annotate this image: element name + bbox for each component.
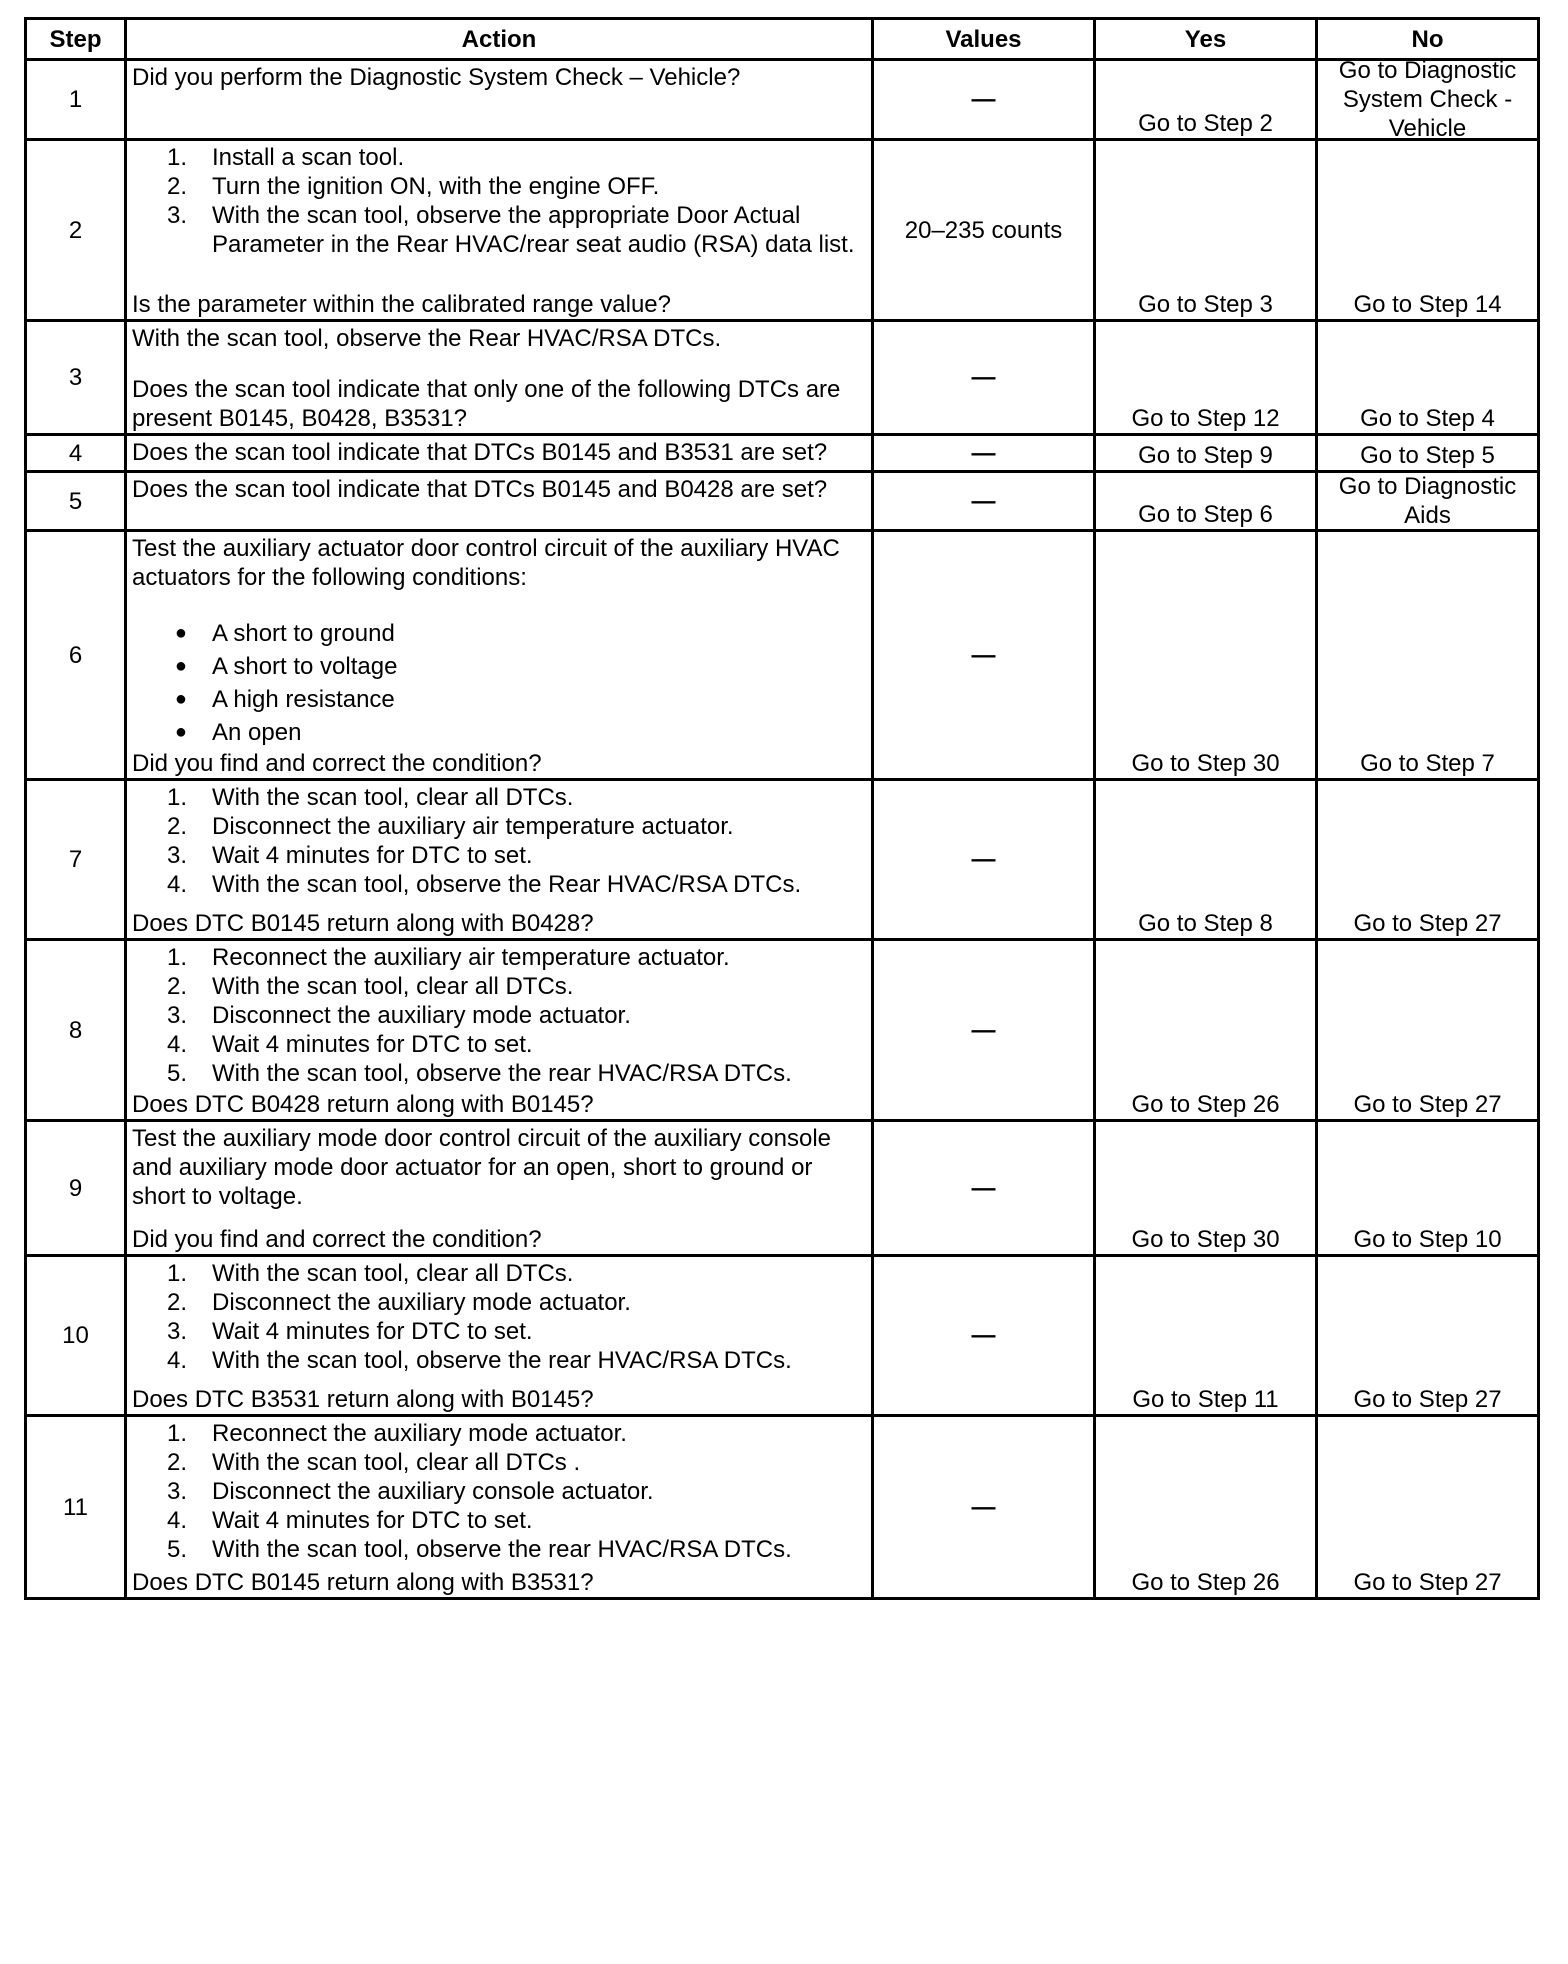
condition-text: A short to voltage xyxy=(212,653,398,680)
action-cell xyxy=(126,1416,873,1599)
bullet-icon: ● xyxy=(174,622,187,644)
yes-action: Go to Step 11 xyxy=(1132,1386,1279,1413)
action-step xyxy=(132,1506,867,1535)
step-text: With the scan tool, clear all DTCs. xyxy=(212,973,574,1000)
action-step xyxy=(132,972,867,1001)
yes-cell xyxy=(1095,435,1317,472)
action-steps xyxy=(132,143,867,259)
step-index: 3. xyxy=(166,1478,187,1505)
condition-text: A short to ground xyxy=(212,620,395,647)
action-cell xyxy=(126,321,873,435)
action-step xyxy=(132,1535,867,1564)
step-index: 2. xyxy=(166,1289,187,1316)
no-action: Go to Diagnostic Aids xyxy=(1338,473,1517,529)
value-text: — xyxy=(971,1016,996,1044)
no-cell xyxy=(1317,435,1539,472)
header-step: Step xyxy=(26,19,126,60)
no-action: Go to Step 7 xyxy=(1360,750,1495,777)
step-number: 8 xyxy=(26,940,126,1121)
step-index: 4. xyxy=(166,1031,187,1058)
action-question: Does DTC B0428 return along with B0145? xyxy=(132,1091,594,1118)
step-text: Disconnect the auxiliary mode actuator. xyxy=(212,1002,631,1029)
no-cell xyxy=(1317,57,1539,142)
step-text: With the scan tool, observe the rear HVAC/RSA DTCs. xyxy=(212,1060,792,1087)
step-index: 2. xyxy=(166,173,187,200)
no-cell xyxy=(1317,1416,1539,1599)
table-row xyxy=(26,531,1539,780)
value-text: — xyxy=(971,1493,996,1521)
table-row xyxy=(26,1416,1539,1599)
action-intro: Did you perform the Diagnostic System Check – Vehicle? xyxy=(132,64,741,91)
step-index: 3. xyxy=(166,1002,187,1029)
condition-list xyxy=(132,617,867,749)
yes-cell xyxy=(1095,1416,1317,1599)
value-text: — xyxy=(971,487,996,515)
action-cell xyxy=(126,472,873,531)
value-cell xyxy=(873,940,1095,1121)
table-row xyxy=(26,472,1539,531)
table-row xyxy=(26,1256,1539,1416)
action-question: Does DTC B3531 return along with B0145? xyxy=(132,1386,594,1413)
action-step xyxy=(132,1448,867,1477)
value-cell xyxy=(873,531,1095,780)
step-text: Wait 4 minutes for DTC to set. xyxy=(212,1318,533,1345)
value-cell xyxy=(873,321,1095,435)
step-text: With the scan tool, clear all DTCs. xyxy=(212,784,574,811)
condition-text: A high resistance xyxy=(212,686,395,713)
action-intro: Test the auxiliary mode door control circuit of the auxiliary console and auxiliary mode door actuator for an open, short to ground or short to voltage. xyxy=(132,1125,831,1210)
yes-action: Go to Step 26 xyxy=(1131,1091,1280,1118)
table-row xyxy=(26,321,1539,435)
action-intro: With the scan tool, observe the Rear HVAC/RSA DTCs. xyxy=(132,325,722,352)
action-intro: Does the scan tool indicate that DTCs B0145 and B0428 are set? xyxy=(132,476,828,503)
step-index: 3. xyxy=(166,1318,187,1345)
no-action: Go to Step 27 xyxy=(1353,1386,1502,1413)
action-step xyxy=(132,1259,867,1288)
step-number: 4 xyxy=(26,435,126,472)
value-cell xyxy=(873,1256,1095,1416)
value-cell xyxy=(873,1121,1095,1256)
table-row xyxy=(26,140,1539,321)
condition-item xyxy=(132,716,867,749)
value-text: — xyxy=(971,641,996,669)
step-text: With the scan tool, clear all DTCs . xyxy=(212,1449,581,1476)
yes-action: Go to Step 9 xyxy=(1138,442,1273,469)
bullet-icon: ● xyxy=(174,721,187,743)
action-question: Is the parameter within the calibrated range value? xyxy=(132,291,671,318)
header-values: Values xyxy=(873,19,1095,60)
step-number: 1 xyxy=(26,60,126,140)
action-step xyxy=(132,870,867,899)
no-action: Go to Step 10 xyxy=(1353,1226,1502,1253)
action-step xyxy=(132,1001,867,1030)
yes-cell xyxy=(1095,531,1317,780)
value-cell xyxy=(873,140,1095,321)
no-cell xyxy=(1317,472,1539,531)
step-text: Turn the ignition ON, with the engine OFF. xyxy=(212,173,660,200)
step-index: 1. xyxy=(166,1260,187,1287)
action-steps xyxy=(132,1259,867,1375)
step-text: With the scan tool, observe the Rear HVAC/RSA DTCs. xyxy=(212,871,802,898)
value-cell xyxy=(873,472,1095,531)
no-cell xyxy=(1317,940,1539,1121)
no-action: Go to Step 14 xyxy=(1353,291,1502,318)
yes-cell xyxy=(1095,321,1317,435)
step-number: 5 xyxy=(26,472,126,531)
yes-action: Go to Step 8 xyxy=(1138,910,1273,937)
action-step xyxy=(132,143,867,172)
value-text: — xyxy=(971,364,996,391)
yes-cell xyxy=(1095,1256,1317,1416)
header-action: Action xyxy=(126,19,873,60)
table-row xyxy=(26,60,1539,140)
no-cell xyxy=(1317,531,1539,780)
step-number: 2 xyxy=(26,140,126,321)
no-action: Go to Step 27 xyxy=(1353,1569,1502,1596)
step-text: Wait 4 minutes for DTC to set. xyxy=(212,1031,533,1058)
action-cell xyxy=(126,435,873,472)
step-index: 1. xyxy=(166,144,187,171)
step-number: 3 xyxy=(26,321,126,435)
step-number: 6 xyxy=(26,531,126,780)
action-question: Does DTC B0145 return along with B3531? xyxy=(132,1569,594,1596)
no-cell xyxy=(1317,1121,1539,1256)
step-index: 1. xyxy=(166,1420,187,1447)
bullet-icon: ● xyxy=(174,688,187,710)
yes-cell xyxy=(1095,940,1317,1121)
action-intro: Does the scan tool indicate that DTCs B0145 and B3531 are set? xyxy=(132,439,828,466)
yes-action: Go to Step 3 xyxy=(1138,291,1273,318)
step-index: 4. xyxy=(166,1507,187,1534)
value-text: — xyxy=(971,846,996,873)
step-index: 3. xyxy=(166,202,187,229)
step-number: 7 xyxy=(26,780,126,940)
yes-action: Go to Step 30 xyxy=(1131,750,1280,777)
step-text: Wait 4 minutes for DTC to set. xyxy=(212,1507,533,1534)
yes-action: Go to Step 30 xyxy=(1131,1226,1280,1253)
step-text: Reconnect the auxiliary mode actuator. xyxy=(212,1420,627,1447)
condition-text: An open xyxy=(212,719,302,746)
value-text: — xyxy=(971,1174,996,1202)
action-step xyxy=(132,1346,867,1375)
action-step xyxy=(132,201,867,259)
no-action: Go to Diagnostic System Check - Vehicle xyxy=(1338,57,1517,142)
value-cell xyxy=(873,780,1095,940)
action-step xyxy=(132,1288,867,1317)
action-steps xyxy=(132,943,867,1088)
no-cell xyxy=(1317,780,1539,940)
header-yes: Yes xyxy=(1095,19,1317,60)
action-cell xyxy=(126,780,873,940)
condition-item xyxy=(132,650,867,683)
action-step xyxy=(132,841,867,870)
header-row xyxy=(26,19,1539,60)
action-cell xyxy=(126,1256,873,1416)
action-step xyxy=(132,1419,867,1448)
no-action: Go to Step 27 xyxy=(1353,910,1502,937)
step-number: 11 xyxy=(26,1416,126,1599)
yes-action: Go to Step 6 xyxy=(1138,501,1273,528)
yes-cell xyxy=(1095,140,1317,321)
bullet-icon: ● xyxy=(174,655,187,677)
action-step xyxy=(132,172,867,201)
action-step xyxy=(132,1030,867,1059)
no-action: Go to Step 5 xyxy=(1360,442,1495,469)
no-action: Go to Step 4 xyxy=(1360,405,1495,432)
no-cell xyxy=(1317,321,1539,435)
action-step xyxy=(132,812,867,841)
step-text: Reconnect the auxiliary air temperature actuator. xyxy=(212,944,730,971)
value-text: 20–235 counts xyxy=(904,216,1063,244)
action-cell xyxy=(126,531,873,780)
action-step xyxy=(132,943,867,972)
table-row xyxy=(26,780,1539,940)
yes-cell xyxy=(1095,1121,1317,1256)
value-cell xyxy=(873,60,1095,140)
value-text: — xyxy=(971,439,996,467)
action-step xyxy=(132,1317,867,1346)
action-question: Did you find and correct the condition? xyxy=(132,1226,542,1253)
no-cell xyxy=(1317,140,1539,321)
no-action: Go to Step 27 xyxy=(1353,1091,1502,1118)
step-number: 10 xyxy=(26,1256,126,1416)
action-cell xyxy=(126,940,873,1121)
value-text: — xyxy=(971,1322,996,1349)
step-index: 2. xyxy=(166,973,187,1000)
step-index: 4. xyxy=(166,871,187,898)
action-steps xyxy=(132,1419,867,1564)
action-cell xyxy=(126,60,873,140)
yes-action: Go to Step 2 xyxy=(1138,110,1273,137)
action-step xyxy=(132,1059,867,1088)
step-index: 4. xyxy=(166,1347,187,1374)
step-text: With the scan tool, observe the appropriate Door Actual Parameter in the Rear HVAC/rear seat audio (RSA) data list. xyxy=(212,202,855,258)
step-index: 5. xyxy=(166,1060,187,1087)
step-index: 3. xyxy=(166,842,187,869)
step-text: Disconnect the auxiliary console actuator. xyxy=(212,1478,654,1505)
action-cell xyxy=(126,1121,873,1256)
action-question: Does the scan tool indicate that only one of the following DTCs are present B0145, B0428, B3531? xyxy=(132,376,841,432)
yes-action: Go to Step 12 xyxy=(1131,405,1280,432)
yes-cell xyxy=(1095,60,1317,140)
step-text: With the scan tool, clear all DTCs. xyxy=(212,1260,574,1287)
step-index: 1. xyxy=(166,944,187,971)
action-cell xyxy=(126,140,873,321)
table-row xyxy=(26,1121,1539,1256)
yes-cell xyxy=(1095,780,1317,940)
step-index: 2. xyxy=(166,1449,187,1476)
step-text: Install a scan tool. xyxy=(212,144,405,171)
step-index: 2. xyxy=(166,813,187,840)
action-step xyxy=(132,1477,867,1506)
step-text: Disconnect the auxiliary air temperature actuator. xyxy=(212,813,734,840)
action-question: Does DTC B0145 return along with B0428? xyxy=(132,910,594,937)
action-question: Did you find and correct the condition? xyxy=(132,750,542,777)
table-row xyxy=(26,940,1539,1121)
value-cell xyxy=(873,435,1095,472)
step-index: 1. xyxy=(166,784,187,811)
value-cell xyxy=(873,1416,1095,1599)
yes-action: Go to Step 26 xyxy=(1131,1569,1280,1596)
condition-item xyxy=(132,683,867,716)
action-steps xyxy=(132,783,867,899)
action-step xyxy=(132,783,867,812)
step-number: 9 xyxy=(26,1121,126,1256)
table-row xyxy=(26,435,1539,472)
step-text: Disconnect the auxiliary mode actuator. xyxy=(212,1289,631,1316)
header-no: No xyxy=(1317,19,1539,60)
no-cell xyxy=(1317,1256,1539,1416)
diagnostic-table xyxy=(24,17,1540,1600)
condition-item xyxy=(132,617,867,650)
step-text: Wait 4 minutes for DTC to set. xyxy=(212,842,533,869)
step-text: With the scan tool, observe the rear HVAC/RSA DTCs. xyxy=(212,1347,792,1374)
step-text: With the scan tool, observe the rear HVAC/RSA DTCs. xyxy=(212,1536,792,1563)
action-intro: Test the auxiliary actuator door control circuit of the auxiliary HVAC actuators for the following conditions: xyxy=(132,535,840,591)
step-index: 5. xyxy=(166,1536,187,1563)
value-text: — xyxy=(971,86,996,113)
yes-cell xyxy=(1095,472,1317,531)
